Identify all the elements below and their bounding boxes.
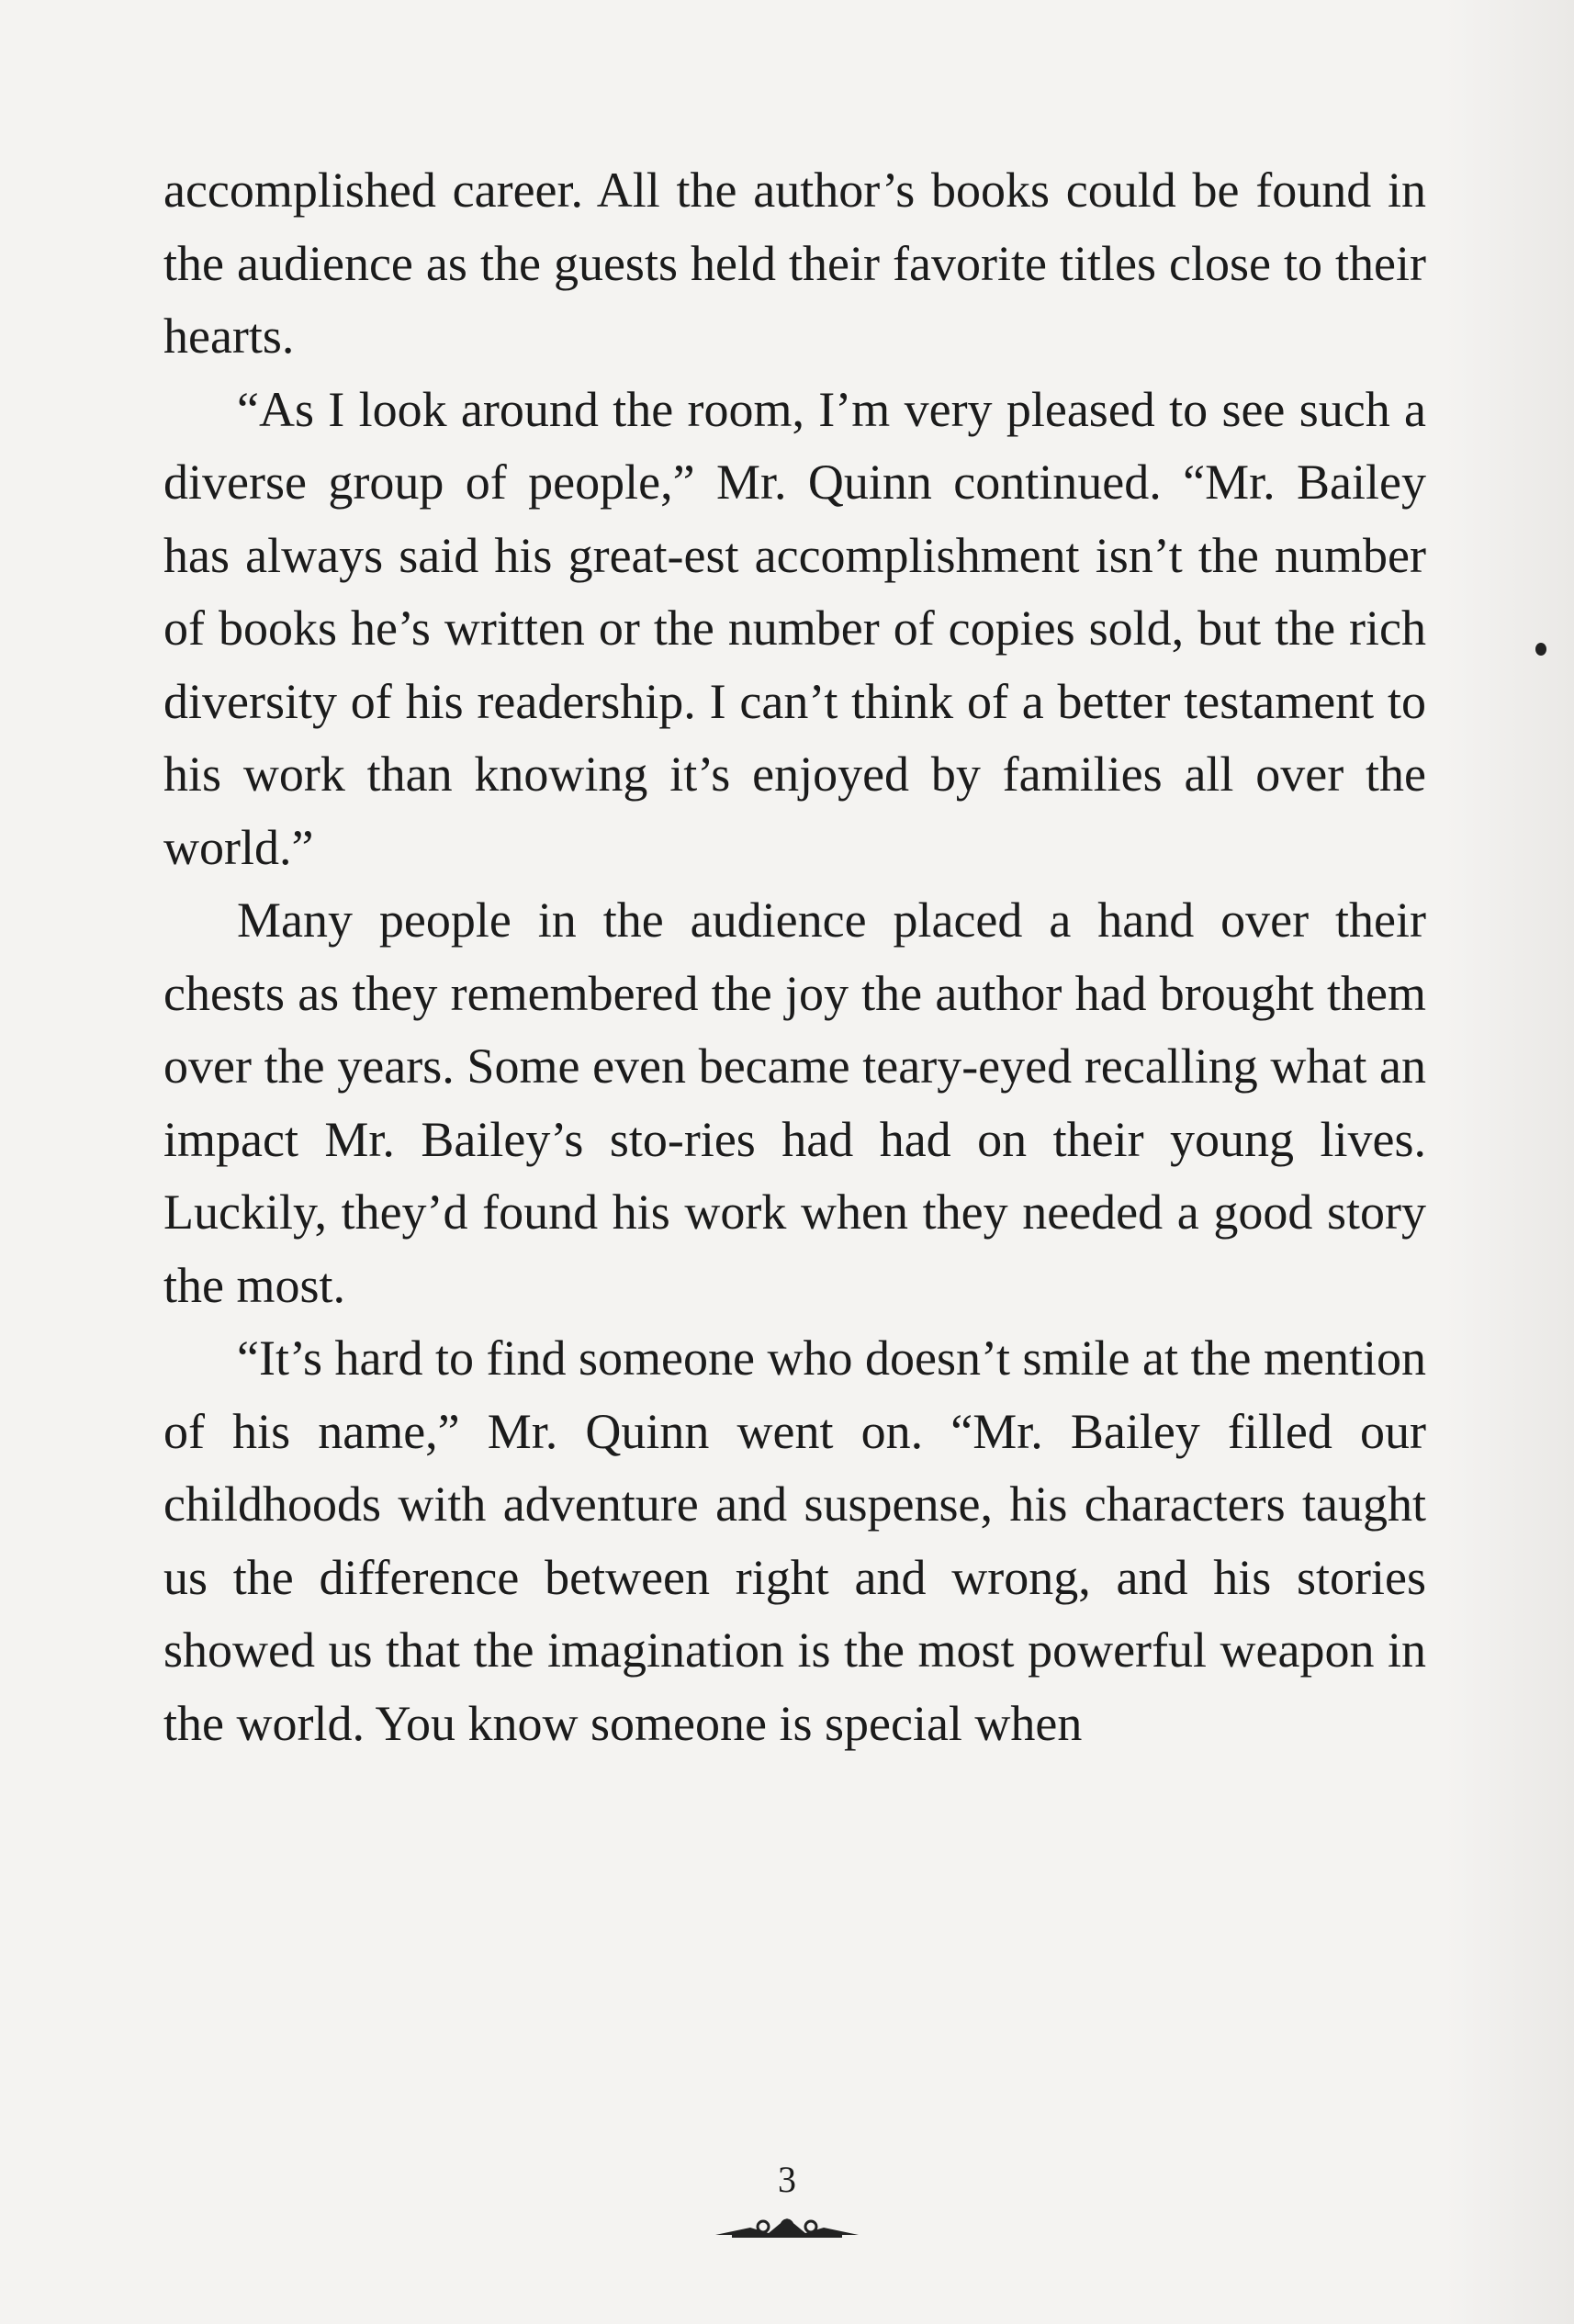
- body-text: [163, 154, 1426, 1760]
- decorative-scroll-ornament-icon: [714, 2215, 860, 2240]
- paragraph-quinn-continued: “As I look around the room, I’m very pleased to see such a diverse group of people,” Mr. Quinn continued. “Mr. Bailey has always said his great-est accomplishment isn’t the number of books he’s written or the number of copies sold, but the rich diversity of his readership. I can’t think of a better testament to his work than knowing it’s enjoyed by families all over the world.”: [163, 381, 1426, 875]
- page-edge-shadow: [1445, 0, 1574, 2324]
- paragraph-audience: Many people in the audience placed a hand over their chests as they remembered the joy the author had brought them over the years. Some even became teary-eyed recalling what an impact Mr. Bailey’s sto-ries had had on their young lives. Luckily, they’d found his work when they needed a good story the most.: [163, 893, 1426, 1313]
- paragraph-continuation: accomplished career. All the author’s books could be found in the audience as the guests held their favorite titles close to their hearts.: [163, 163, 1426, 364]
- paragraph-quinn-went-on: “It’s hard to find someone who doesn’t smile at the mention of his name,” Mr. Quinn went on. “Mr. Bailey filled our childhoods with adventure and suspense, his characters taught us the difference between right and wrong, and his stories showed us that the imagination is the most powerful weapon in the world. You know someone is special when: [163, 1330, 1426, 1751]
- ink-speck: [1535, 643, 1546, 656]
- page-number: 3: [778, 2159, 796, 2200]
